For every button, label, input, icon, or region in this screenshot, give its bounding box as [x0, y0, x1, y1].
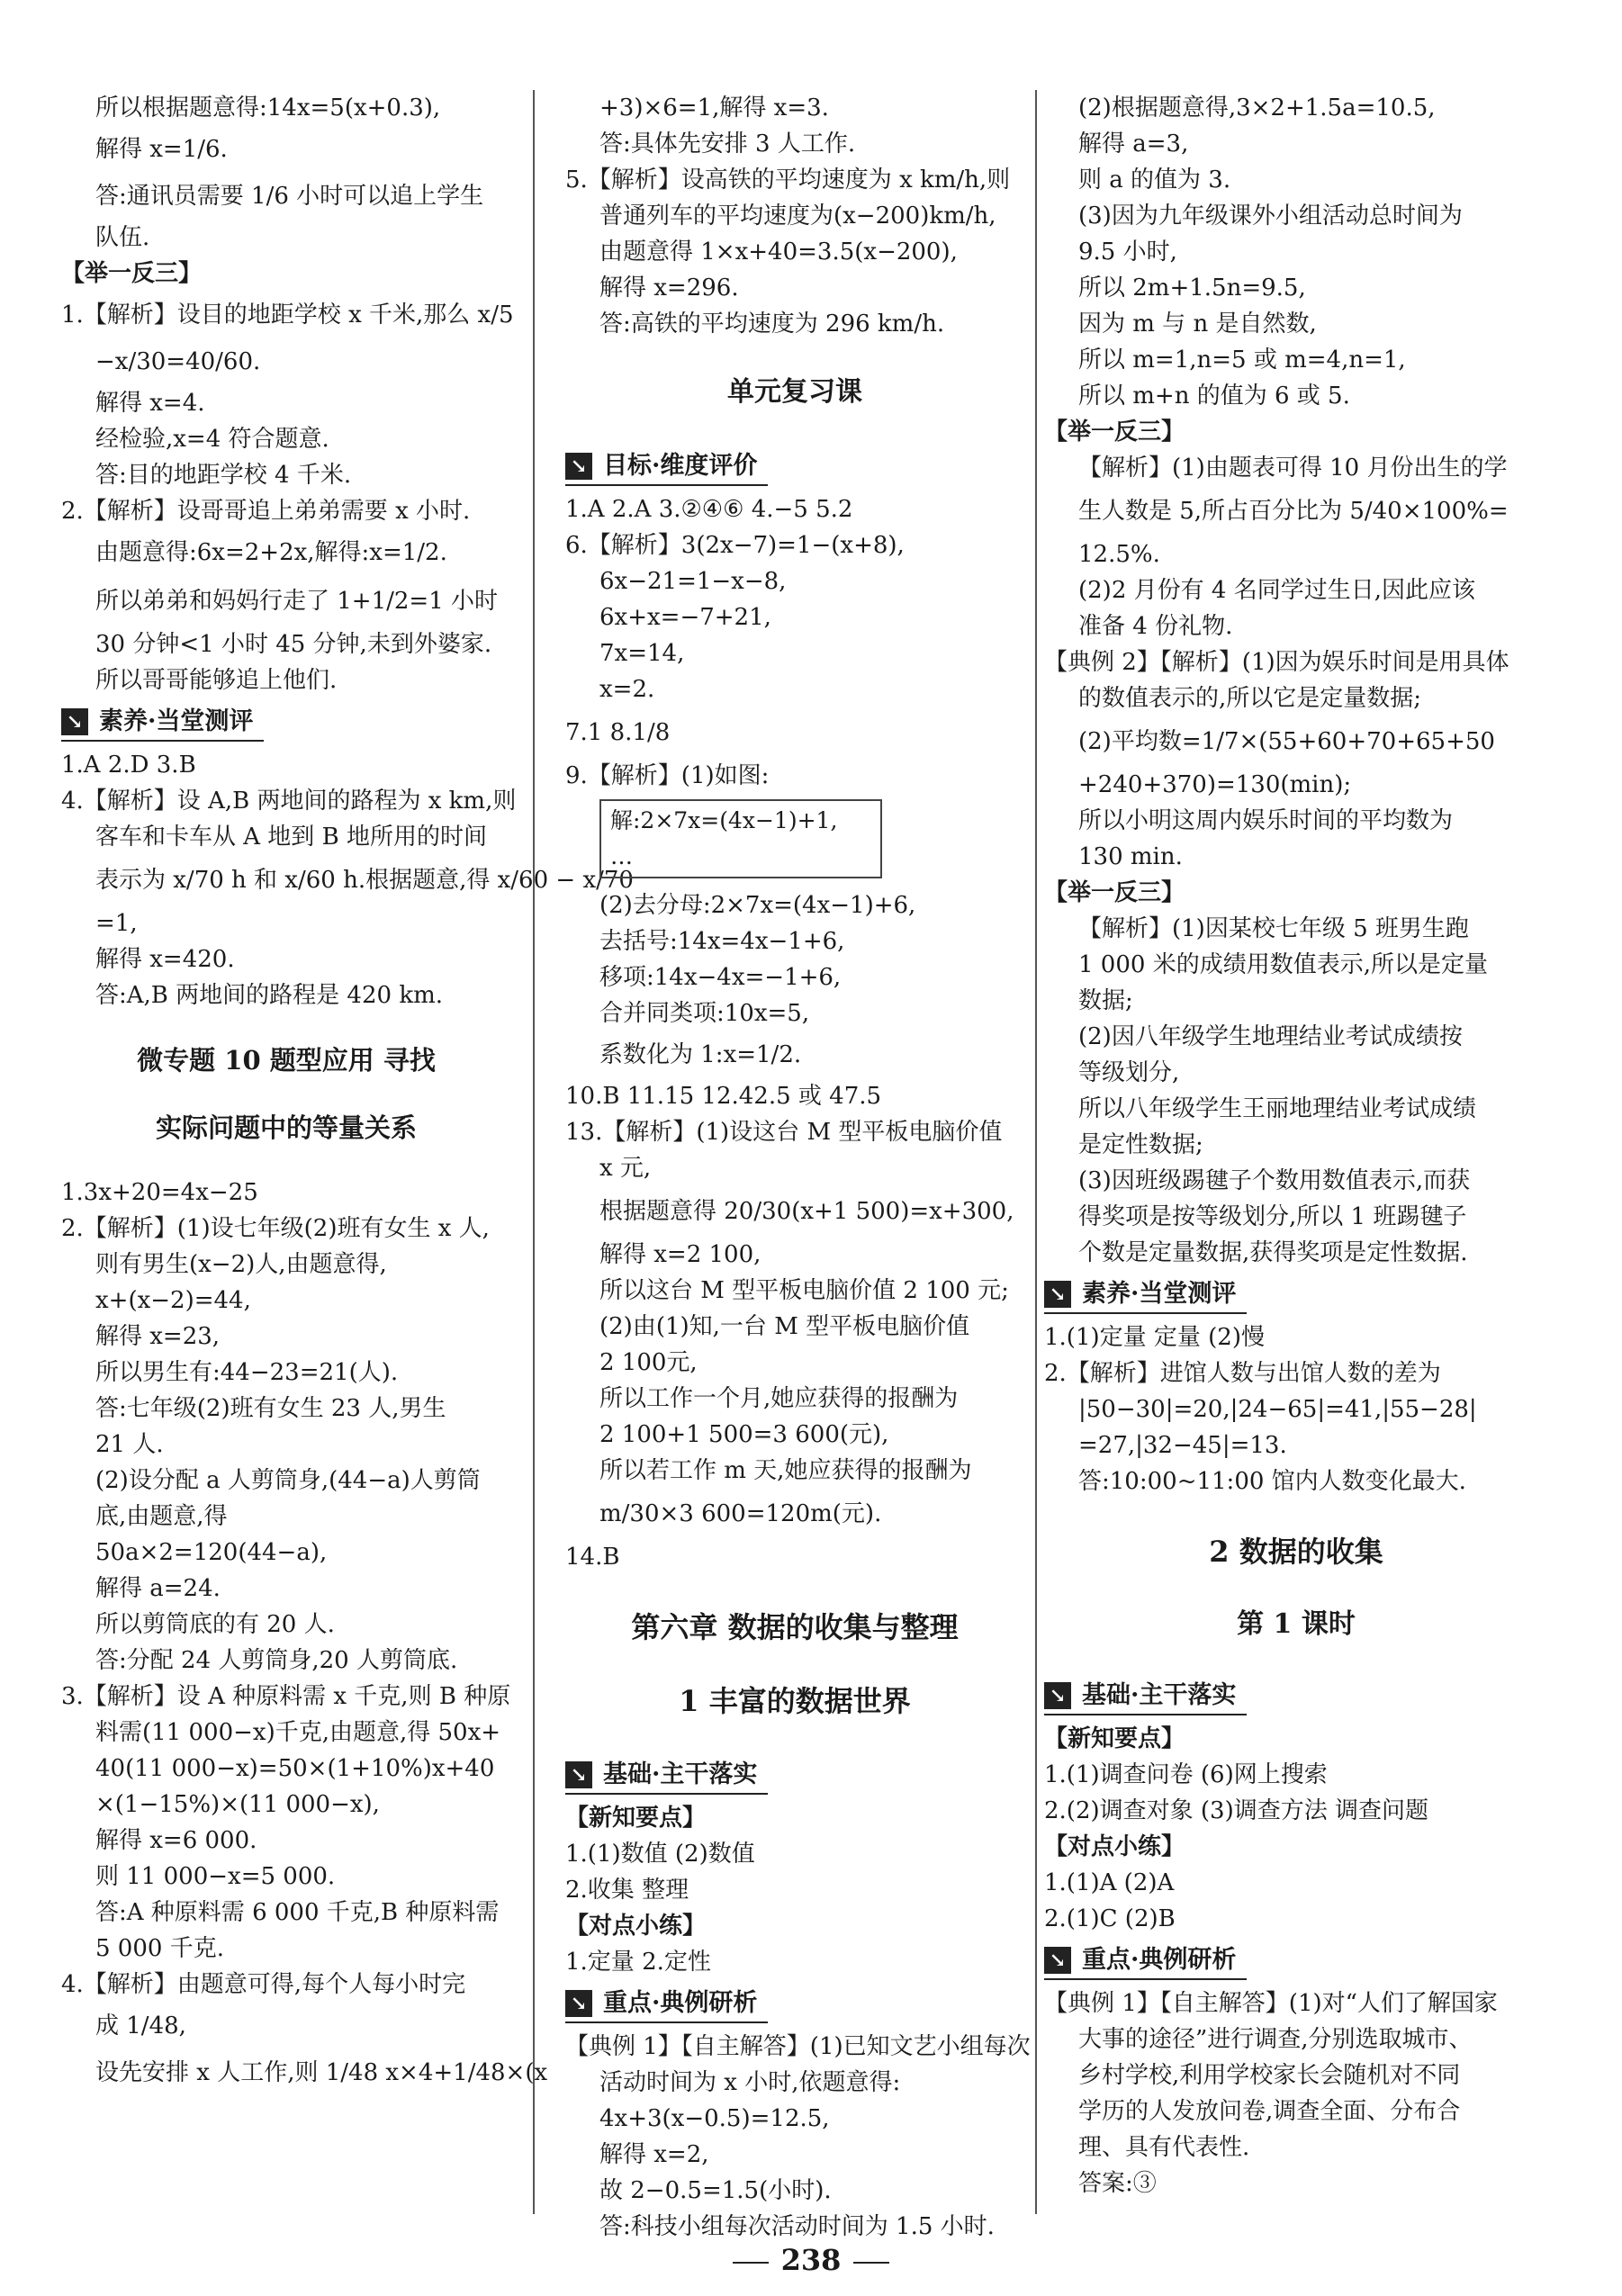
text-line: 所以工作一个月,她应获得的报酬为 — [599, 1385, 959, 1412]
text-line: 40(11 000−x)=50×(1+10%)x+40 — [95, 1755, 495, 1782]
text-line: 个数是定量数据,获得奖项是定性数据. — [1078, 1239, 1468, 1266]
text-line: 所以弟弟和妈妈行走了 1+1/2=1 小时 — [95, 588, 499, 615]
text-line: x 元, — [599, 1155, 652, 1182]
answer-line: 10.B 11.15 12.42.5 或 47.5 — [565, 1083, 882, 1110]
text-line: 数据; — [1078, 987, 1133, 1014]
subheading: 【对点小练】 — [1044, 1833, 1185, 1860]
section-header: ↘ 基础·主干落实 — [1044, 1678, 1247, 1715]
text-line: 答:高铁的平均速度为 296 km/h. — [599, 311, 945, 338]
text-line: 答:七年级(2)班有女生 23 人,男生 — [95, 1395, 446, 1422]
text-line: 解得 x=1/6. — [95, 136, 228, 163]
text-line: 解得 x=2, — [599, 2141, 709, 2168]
section-header: ↘ 重点·典例研析 — [565, 1985, 768, 2023]
text-line: 解得 a=24. — [95, 1575, 221, 1602]
text-line: 所以 2m+1.5n=9.5, — [1078, 275, 1306, 302]
text-line: 2 100元, — [599, 1349, 698, 1376]
checkmark-icon: ↘ — [1044, 1682, 1071, 1709]
text-line: 合并同类项:10x=5, — [599, 1000, 810, 1027]
text-line: 2.【解析】设哥哥追上弟弟需要 x 小时. — [61, 498, 471, 525]
text-line: 答:A,B 两地间的路程是 420 km. — [95, 982, 444, 1009]
answer-line: 1.定量 2.定性 — [565, 1949, 711, 1976]
text-line: 答案:③ — [1078, 2170, 1157, 2197]
text-line: 去括号:14x=4x−1+6, — [599, 928, 845, 955]
text-line: m/30×3 600=120m(元). — [599, 1500, 882, 1527]
text-line: 2.【解析】(1)设七年级(2)班有女生 x 人, — [61, 1215, 490, 1242]
text-line: 【典例 1】【自主解答】(1)对“人们了解国家 — [1044, 1990, 1498, 2017]
column-2 — [565, 90, 1031, 2240]
text-line: (2)去分母:2×7x=(4x−1)+6, — [599, 892, 916, 919]
text-line: 1.【解析】设目的地距学校 x 千米,那么 x/5 — [61, 302, 514, 329]
answer-line: 1.3x+20=4x−25 — [61, 1179, 258, 1206]
column-divider-left — [533, 90, 535, 2214]
text-line: (2)2 月份有 4 名同学过生日,因此应该 — [1078, 577, 1475, 604]
checkmark-icon: ↘ — [1044, 1281, 1071, 1308]
subheading: 【举一反三】 — [61, 260, 203, 287]
text-line: 12.5%. — [1078, 541, 1160, 568]
text-line: 解得 a=3, — [1078, 131, 1189, 158]
text-line: 乡村学校,利用学校家长会随机对不同 — [1078, 2062, 1461, 2089]
checkmark-icon: ↘ — [61, 708, 88, 735]
text-line: 则有男生(x−2)人,由题意得, — [95, 1251, 387, 1278]
text-line: 因为 m 与 n 是自然数, — [1078, 311, 1317, 338]
text-line: 是定性数据; — [1078, 1131, 1203, 1158]
text-line: 答:分配 24 人剪筒身,20 人剪筒底. — [95, 1647, 458, 1674]
subheading: 【新知要点】 — [565, 1805, 707, 1832]
text-line: 解得 x=6 000. — [95, 1827, 257, 1854]
text-line: 2 100+1 500=3 600(元), — [599, 1421, 889, 1448]
page-number: 238 — [0, 2243, 1622, 2277]
dash-right — [853, 2262, 889, 2264]
text-line: (2)由(1)知,一台 M 型平板电脑价值 — [599, 1313, 970, 1340]
text-line: x+(x−2)=44, — [95, 1287, 251, 1314]
answer-line: 1.(1)调查问卷 (6)网上搜索 — [1044, 1761, 1328, 1788]
section-header: ↘ 目标·维度评价 — [565, 448, 768, 486]
checkmark-icon: ↘ — [1044, 1947, 1071, 1974]
text-line: 所以这台 M 型平板电脑价值 2 100 元; — [599, 1277, 1009, 1304]
text-line: 30 分钟<1 小时 45 分钟,未到外婆家. — [95, 631, 492, 658]
text-line: 5.【解析】设高铁的平均速度为 x km/h,则 — [565, 167, 1011, 194]
text-line: 的数值表示的,所以它是定量数据; — [1078, 685, 1422, 712]
text-line: 2.【解析】进馆人数与出馆人数的差为 — [1044, 1360, 1441, 1387]
text-line: 所以哥哥能够追上他们. — [95, 667, 338, 694]
text-line: =1, — [95, 910, 138, 937]
text-line: 经检验,x=4 符合题意. — [95, 426, 329, 453]
text-line: 9.5 小时, — [1078, 239, 1177, 266]
text-line: 6x−21=1−x−8, — [599, 568, 787, 595]
text-line: 所以 m=1,n=5 或 m=4,n=1, — [1078, 347, 1406, 374]
text-line: 解得 x=420. — [95, 946, 235, 973]
text-line: +240+370)=130(min); — [1078, 771, 1352, 798]
section-header: ↘ 基础·主干落实 — [565, 1757, 768, 1795]
text-line: 1 000 米的成绩用数值表示,所以是定量 — [1078, 951, 1488, 978]
text-line: 所以剪筒底的有 20 人. — [95, 1611, 335, 1638]
section-title: 1 丰富的数据世界 — [679, 1684, 911, 1718]
answer-line: 1.A 2.D 3.B — [61, 752, 196, 779]
column-divider-right — [1035, 90, 1037, 2214]
text-line: 6x+x=−7+21, — [599, 604, 771, 631]
text-line: +3)×6=1,解得 x=3. — [599, 95, 829, 122]
answer-line: 1.(1)定量 定量 (2)慢 — [1044, 1324, 1265, 1351]
answer-line: 2.收集 整理 — [565, 1877, 689, 1904]
text-line: 21 人. — [95, 1431, 164, 1458]
text-line: 【解析】(1)因某校七年级 5 班男生跑 — [1078, 915, 1469, 942]
text-line: 4.【解析】由题意可得,每个人每小时完 — [61, 1971, 466, 1998]
section-title: 2 数据的收集 — [1209, 1535, 1383, 1569]
subheading: 【对点小练】 — [565, 1913, 707, 1940]
text-line: (2)设分配 a 人剪筒身,(44−a)人剪筒 — [95, 1467, 481, 1494]
text-line: ×(1−15%)×(11 000−x), — [95, 1791, 380, 1818]
text-line: (3)因为九年级课外小组活动总时间为 — [1078, 203, 1463, 230]
text-line: 答:科技小组每次活动时间为 1.5 小时. — [599, 2213, 995, 2240]
text-line: 客车和卡车从 A 地到 B 地所用的时间 — [95, 824, 487, 851]
text-line: 学历的人发放问卷,调查全面、分布合 — [1078, 2098, 1461, 2125]
text-line: 系数化为 1:x=1/2. — [599, 1041, 802, 1068]
text-line: 则 11 000−x=5 000. — [95, 1863, 336, 1890]
text-line: 解得 x=2 100, — [599, 1241, 761, 1268]
text-line: 队伍. — [95, 224, 150, 251]
answer-line: 1.(1)数值 (2)数值 — [565, 1841, 755, 1868]
text-line: 表示为 x/70 h 和 x/60 h.根据题意,得 x/60 − x/70 — [95, 867, 634, 894]
text-line: 等级划分, — [1078, 1059, 1180, 1086]
text-line: 所以小明这周内娱乐时间的平均数为 — [1078, 807, 1454, 834]
text-line: (2)平均数=1/7×(55+60+70+65+50 — [1078, 728, 1495, 755]
text-line: (2)根据题意得,3×2+1.5a=10.5, — [1078, 95, 1436, 122]
section-title: 单元复习课 — [727, 376, 862, 408]
dash-left — [733, 2262, 769, 2264]
answer-line: 14.B — [565, 1544, 620, 1571]
section-header: ↘ 素养·当堂测评 — [61, 704, 264, 742]
text-line: 答:A 种原料需 6 000 千克,B 种原料需 — [95, 1899, 500, 1926]
answer-line: 1.(1)A (2)A — [1044, 1869, 1175, 1896]
solution-box — [599, 799, 882, 878]
answer-line: 2.(1)C (2)B — [1044, 1905, 1176, 1932]
column-3 — [1044, 90, 1548, 2214]
text-line: 设先安排 x 人工作,则 1/48 x×4+1/48×(x — [95, 2059, 548, 2086]
text-line: 3.【解析】设 A 种原料需 x 千克,则 B 种原 — [61, 1683, 511, 1710]
text-line: 所以 m+n 的值为 6 或 5. — [1078, 383, 1350, 410]
text-line: 活动时间为 x 小时,依题意得: — [599, 2069, 901, 2096]
text-line: 底,由题意,得 — [95, 1503, 228, 1530]
text-line: 故 2−0.5=1.5(小时). — [599, 2177, 832, 2204]
text-line: 答:10:00~11:00 馆内人数变化最大. — [1078, 1468, 1466, 1495]
text-line: 答:通讯员需要 1/6 小时可以追上学生 — [95, 183, 484, 210]
text-line: 解得 x=4. — [95, 390, 205, 417]
section-header: ↘ 重点·典例研析 — [1044, 1942, 1247, 1980]
text-line: 4.【解析】设 A,B 两地间的路程为 x km,则 — [61, 788, 517, 815]
chapter-title: 第六章 数据的收集与整理 — [631, 1610, 959, 1644]
text-line: 13.【解析】(1)设这台 M 型平板电脑价值 — [565, 1119, 1003, 1146]
text-line: (2)因八年级学生地理结业考试成绩按 — [1078, 1023, 1463, 1050]
answer-line: 1.A 2.A 3.②④⑥ 4.−5 5.2 — [565, 496, 853, 523]
box-line: … — [610, 843, 633, 869]
text-line: 移项:14x−4x=−1+6, — [599, 964, 842, 991]
checkmark-icon: ↘ — [565, 1761, 592, 1788]
text-line: 解得 x=296. — [599, 275, 739, 302]
text-line: |50−30|=20,|24−65|=41,|55−28| — [1078, 1396, 1477, 1423]
text-line: 4x+3(x−0.5)=12.5, — [599, 2105, 830, 2132]
text-line: 5 000 千克. — [95, 1935, 224, 1962]
text-line: 【解析】(1)由题表可得 10 月份出生的学 — [1078, 455, 1508, 482]
box-line: 解:2×7x=(4x−1)+1, — [610, 807, 838, 833]
subheading: 【举一反三】 — [1044, 419, 1185, 446]
text-line: x=2. — [599, 676, 655, 703]
text-line: 解得 x=23, — [95, 1323, 221, 1350]
text-line: 所以若工作 m 天,她应获得的报酬为 — [599, 1457, 972, 1484]
section-title: 微专题 10 题型应用 寻找 — [137, 1045, 436, 1076]
checkmark-icon: ↘ — [565, 1990, 592, 2017]
text-line: 9.【解析】(1)如图: — [565, 762, 770, 789]
text-line: 大事的途径”进行调查,分别选取城市、 — [1078, 2026, 1473, 2053]
text-line: 理、具有代表性. — [1078, 2134, 1250, 2161]
text-line: 普通列车的平均速度为(x−200)km/h, — [599, 203, 996, 230]
text-line: 生人数是 5,所占百分比为 5/40×100%= — [1078, 498, 1509, 525]
text-line: 130 min. — [1078, 843, 1183, 870]
lesson-title: 第 1 课时 — [1237, 1608, 1356, 1640]
text-line: 所以男生有:44−23=21(人). — [95, 1359, 399, 1386]
section-header: ↘ 素养·当堂测评 — [1044, 1276, 1247, 1314]
answer-line: 7.1 8.1/8 — [565, 719, 671, 746]
text-line: 成 1/48, — [95, 2012, 186, 2039]
text-line: 准备 4 份礼物. — [1078, 613, 1233, 640]
text-line: 6.【解析】3(2x−7)=1−(x+8), — [565, 532, 905, 559]
subheading: 【举一反三】 — [1044, 879, 1185, 906]
text-line: −x/30=40/60. — [95, 348, 261, 375]
text-line: 由题意得:6x=2+2x,解得:x=1/2. — [95, 539, 447, 566]
text-line: 7x=14, — [599, 640, 685, 667]
text-line: 【典例 2】【解析】(1)因为娱乐时间是用具体 — [1044, 649, 1509, 676]
text-line: 答:具体先安排 3 人工作. — [599, 131, 856, 158]
checkmark-icon: ↘ — [565, 453, 592, 480]
text-line: 料需(11 000−x)千克,由题意,得 50x+ — [95, 1719, 501, 1746]
text-line: 根据题意得 20/30(x+1 500)=x+300, — [599, 1198, 1014, 1225]
text-line: 则 a 的值为 3. — [1078, 167, 1231, 194]
answer-line: 2.(2)调查对象 (3)调查方法 调查问题 — [1044, 1797, 1428, 1824]
section-title: 实际问题中的等量关系 — [155, 1112, 417, 1143]
text-line: 得奖项是按等级划分,所以 1 班踢毽子 — [1078, 1203, 1467, 1230]
subheading: 【新知要点】 — [1044, 1725, 1185, 1752]
text-line: 答:目的地距学校 4 千米. — [95, 462, 352, 489]
text-line: 由题意得 1×x+40=3.5(x−200), — [599, 239, 958, 266]
text-line: 50a×2=120(44−a), — [95, 1539, 328, 1566]
text-line: (3)因班级踢毽子个数用数值表示,而获 — [1078, 1167, 1471, 1194]
text-line: 所以八年级学生王丽地理结业考试成绩 — [1078, 1095, 1477, 1122]
text-line: 【典例 1】【自主解答】(1)已知文艺小组每次 — [565, 2033, 1031, 2060]
text-line: =27,|32−45|=13. — [1078, 1432, 1287, 1459]
text-line: 所以根据题意得:14x=5(x+0.3), — [95, 95, 441, 122]
